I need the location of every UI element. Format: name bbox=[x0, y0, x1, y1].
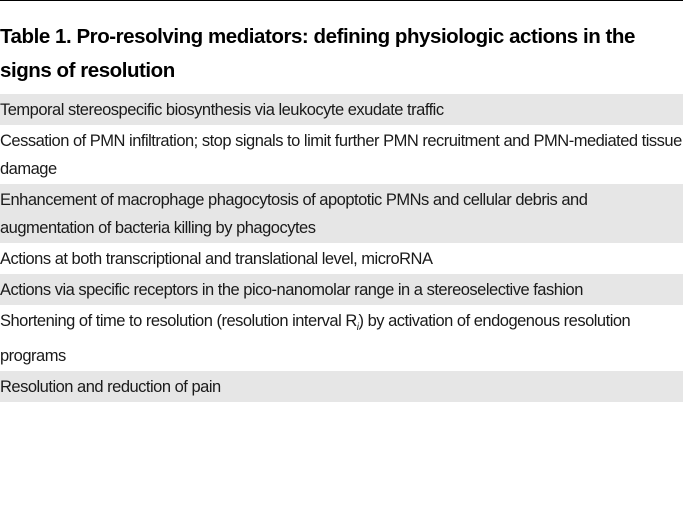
row-text-after: ) by activation of endogenous resolution programs bbox=[0, 312, 631, 365]
table-body bbox=[0, 94, 683, 402]
row-text: Cessation of PMN infiltration; stop signals to limit further PMN recruitment and PMN-mediated tissue damage bbox=[0, 132, 682, 178]
table-row bbox=[0, 184, 683, 243]
table-title: Table 1. Pro-resolving mediators: defining physiologic actions in the signs of resolution bbox=[0, 25, 635, 82]
table-row bbox=[0, 94, 683, 125]
row-text: Actions via specific receptors in the pico-nanomolar range in a stereoselective fashion bbox=[0, 281, 583, 299]
table-row bbox=[0, 305, 683, 371]
table-row bbox=[0, 274, 683, 305]
top-rule bbox=[0, 0, 683, 1]
table-row bbox=[0, 243, 683, 274]
row-text-before: Shortening of time to resolution (resolution interval R bbox=[0, 312, 357, 330]
row-text: Temporal stereospecific biosynthesis via leukocyte exudate traffic bbox=[0, 101, 444, 119]
row-text: Actions at both transcriptional and translational level, microRNA bbox=[0, 250, 433, 268]
row-text: Resolution and reduction of pain bbox=[0, 378, 221, 396]
table-row bbox=[0, 125, 683, 184]
table-row bbox=[0, 371, 683, 402]
row-text: Enhancement of macrophage phagocytosis of apoptotic PMNs and cellular debris and augmentation of bacteria killing by phagocytes bbox=[0, 191, 588, 237]
subscript-i: i bbox=[356, 322, 359, 333]
